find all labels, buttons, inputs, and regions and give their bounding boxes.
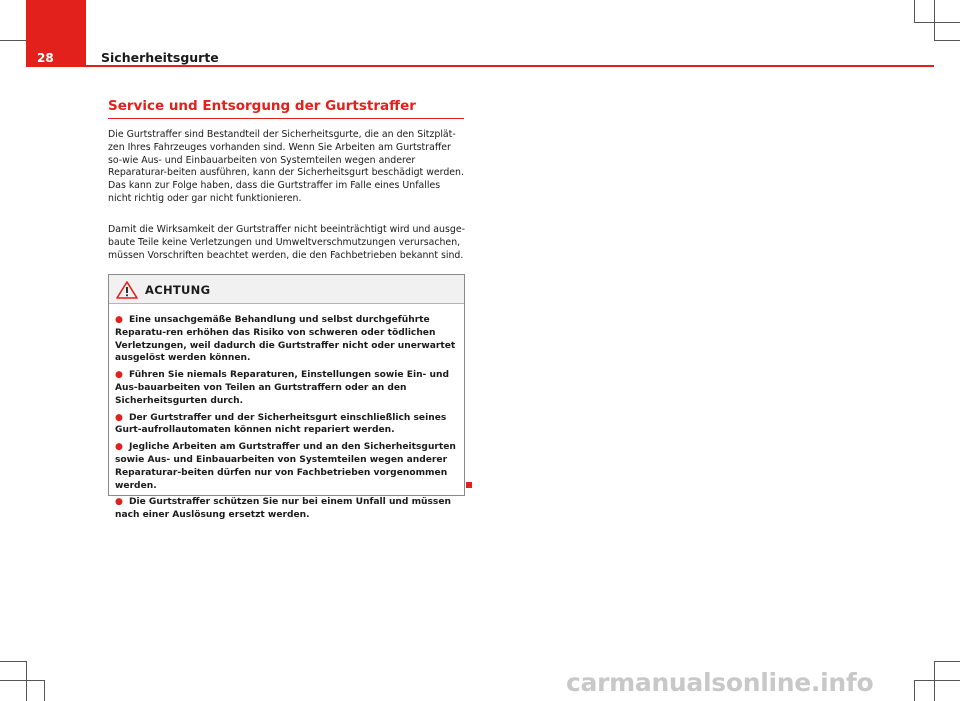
header-rule	[26, 65, 934, 67]
warning-item	[115, 441, 458, 492]
warning-item	[115, 412, 458, 438]
crop-mark	[914, 680, 915, 701]
bullet-icon: ●	[115, 412, 123, 423]
crop-mark	[26, 661, 27, 701]
crop-mark	[0, 40, 26, 41]
page-number: 28	[37, 51, 54, 65]
crop-mark	[44, 680, 45, 701]
crop-mark	[934, 40, 960, 41]
crop-mark	[934, 661, 960, 662]
warning-item-text: Jegliche Arbeiten am Gurtstraffer und an den Sicherheitsgurten sowie Aus- und Einbauarbeiten von Systemteilen wegen anderer Reparaturar-beiten dürfen nur von Fachbetrieben vorgenommen werden.	[115, 442, 456, 491]
crop-mark	[914, 0, 915, 22]
bullet-icon: ●	[115, 442, 123, 453]
body-paragraph: Die Gurtstraffer sind Bestandteil der Sicherheitsgurte, die an den Sitzplät-zen Ihres Fahrzeuges vorhanden sind. Wenn Sie Arbeiten am Gurtstraffer so-wie Aus- und Einbauarbeiten von Systemteilen wegen anderer Reparaturar-beiten ausführen, kann der Sicherheitsgurt beschädigt werden. Das kann zur Folge haben, dass die Gurtstraffer im Falle eines Unfalles nicht richtig oder gar nicht funktionieren.	[108, 129, 464, 204]
warning-item-text: Der Gurtstraffer und der Sicherheitsgurt einschließlich seines Gurt-aufrollautomaten können nicht repariert werden.	[115, 412, 447, 436]
section-title: Service und Entsorgung der Gurtstraffer	[108, 98, 464, 119]
crop-mark	[934, 0, 935, 40]
warning-list	[109, 304, 464, 522]
crop-mark	[0, 680, 44, 681]
crop-mark	[914, 22, 960, 23]
bullet-icon: ●	[115, 315, 123, 325]
crop-mark	[0, 661, 26, 662]
warning-triangle-icon	[116, 281, 138, 299]
bullet-icon: ●	[115, 370, 123, 381]
warning-item	[115, 314, 458, 365]
warning-item	[115, 369, 458, 407]
warning-title: ACHTUNG	[145, 283, 211, 297]
page-number-tab	[26, 0, 86, 67]
bullet-icon: ●	[115, 497, 123, 508]
warning-item-text: Eine unsachgemäße Behandlung und selbst durchgeführte Reparatu-ren erhöhen das Risiko von schweren oder tödlichen Verletzungen, weil dadurch die Gurtstraffer nicht oder unerwartet ausgelöst werden können.	[115, 315, 456, 364]
warning-item-text: Führen Sie niemals Reparaturen, Einstellungen sowie Ein- und Aus-bauarbeiten von Teilen an Gurtstraffern oder an den Sicherheitsgurten durch.	[115, 370, 449, 406]
header-title: Sicherheitsgurte	[101, 50, 219, 65]
warning-box	[108, 274, 465, 521]
crop-mark	[914, 680, 960, 681]
warning-item	[115, 496, 458, 522]
body-paragraph: Damit die Wirksamkeit der Gurtstraffer nicht beeinträchtigt wird und ausge-baute Teile keine Verletzungen und Umweltverschmutzungen verursachen, müssen Vorschriften beachtet werden, die den Fachbetrieben bekannt sind.	[108, 224, 465, 261]
warning-header	[109, 275, 464, 304]
watermark: carmanualsonline.info	[566, 668, 874, 697]
crop-mark	[934, 661, 935, 701]
section-end-marker	[466, 482, 472, 488]
warning-item-text: Die Gurtstraffer schützen Sie nur bei einem Unfall und müssen nach einer Auslösung ersetzt werden.	[115, 497, 451, 521]
